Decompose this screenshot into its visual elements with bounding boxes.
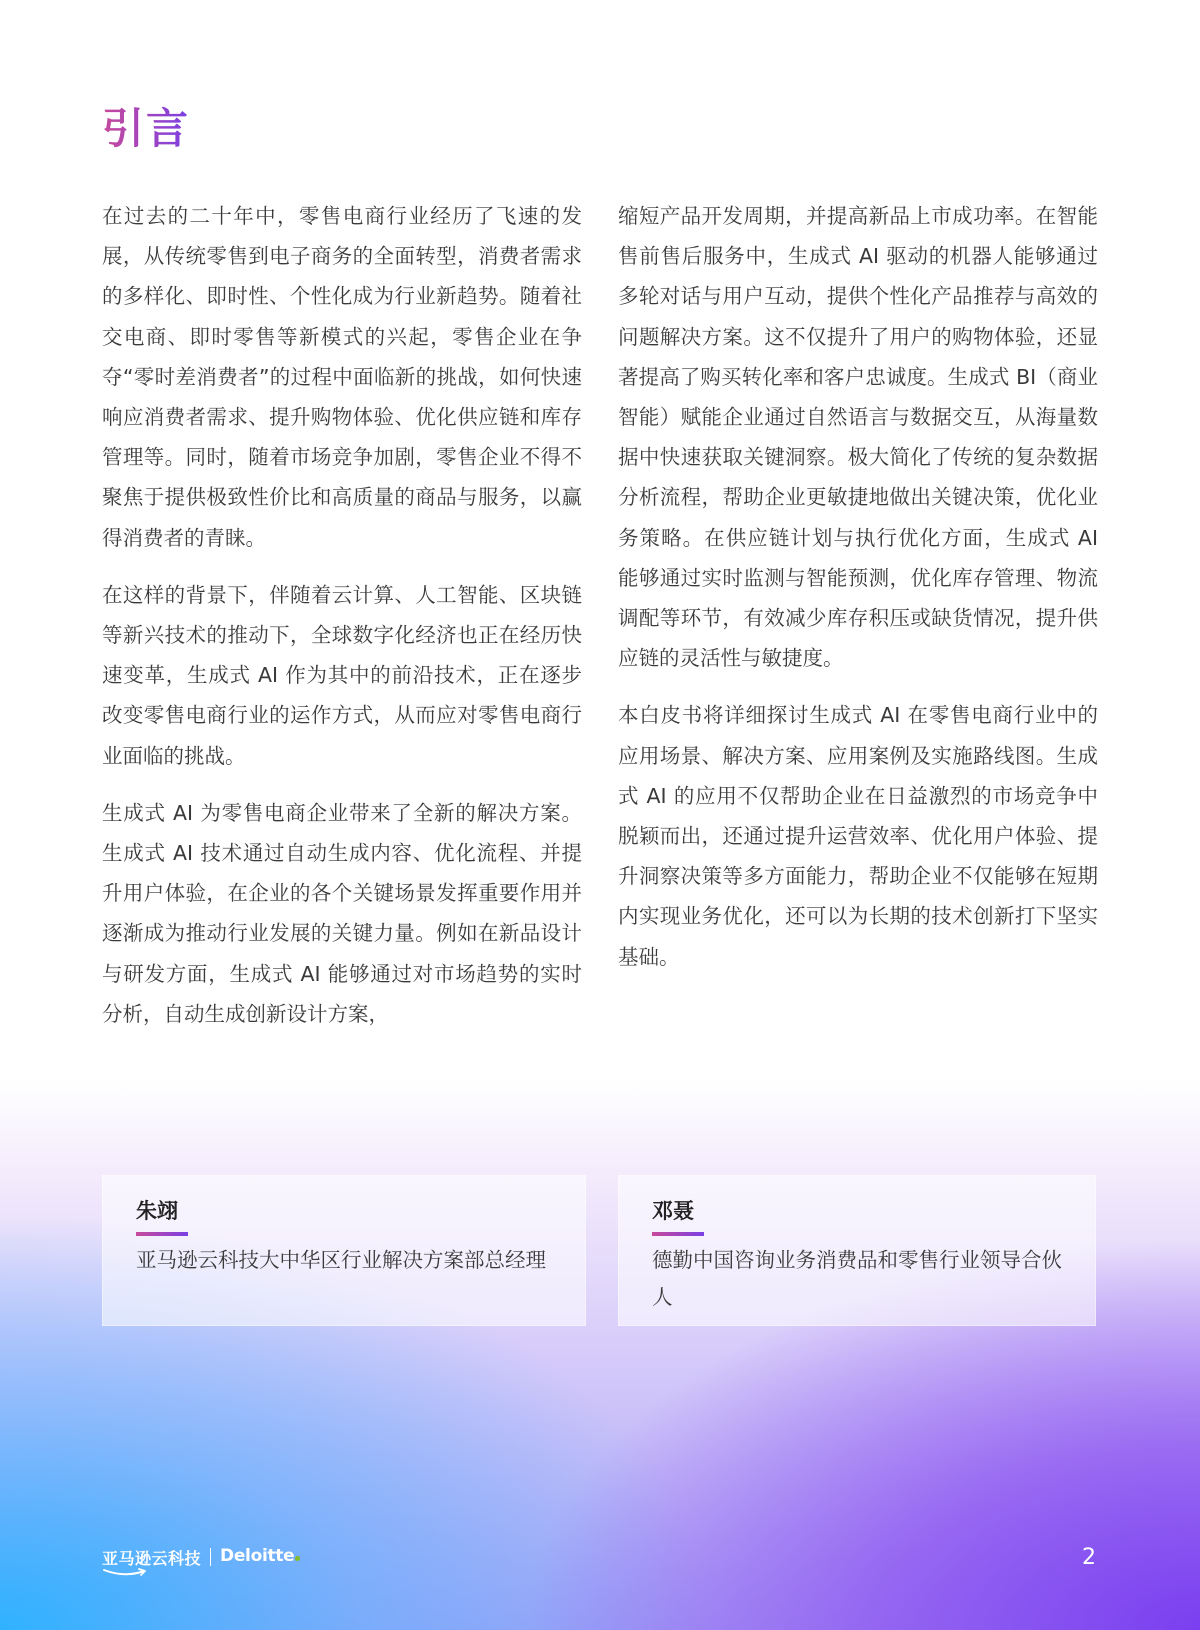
right-column — [618, 196, 1098, 994]
accent-rule — [136, 1232, 188, 1236]
deloitte-logo-text: Deloitte — [220, 1546, 295, 1566]
smile-arrow-icon — [102, 1568, 148, 1578]
accent-rule — [652, 1232, 704, 1236]
author-name: 邓聂 — [652, 1199, 694, 1223]
author-card — [102, 1175, 586, 1326]
page-title: 引言 — [102, 96, 190, 156]
author-title: 亚马逊云科技大中华区行业解决方案部总经理 — [136, 1248, 546, 1272]
paragraph: 生成式 AI 为零售电商企业带来了全新的解决方案。生成式 AI 技术通过自动生成内容、优化流程、并提升用户体验，在企业的各个关键场景发挥重要作用并逐渐成为推动行业发展的关键力量。例如在新品设计与研发方面，生成式 AI 能够通过对市场趋势的实时分析，自动生成创新设计方案， — [102, 800, 582, 1026]
paragraph: 缩短产品开发周期，并提高新品上市成功率。在智能售前售后服务中，生成式 AI 驱动的机器人能够通过多轮对话与用户互动，提供个性化产品推荐与高效的问题解决方案。这不仅提升了用户的购物体验，还显著提高了购买转化率和客户忠诚度。生成式 BI（商业智能）赋能企业通过自然语言与数据交互，从海量数据中快速获取关键洞察。极大简化了传统的复杂数据分析流程，帮助企业更敏捷地做出关键决策，优化业务策略。在供应链计划与执行优化方面，生成式 AI 能够通过实时监测与智能预测，优化库存管理、物流调配等环节，有效减少库存积压或缺货情况，提升供应链的灵活性与敏捷度。 — [618, 204, 1098, 671]
paragraph: 本白皮书将详细探讨生成式 AI 在零售电商行业中的应用场景、解决方案、应用案例及实施路线图。生成式 AI 的应用不仅帮助企业在日益激烈的市场竞争中脱颖而出，还通过提升运营效率、优化用户体验、提升洞察决策等多方面能力，帮助企业不仅能够在短期内实现业务优化，还可以为长期的技术创新打下坚实基础。 — [618, 703, 1098, 969]
left-column — [102, 196, 582, 1051]
footer-logo — [102, 1546, 300, 1586]
deloitte-logo — [220, 1546, 300, 1566]
aws-logo-text: 亚马逊云科技 — [102, 1549, 202, 1568]
paragraph: 在这样的背景下，伴随着云计算、人工智能、区块链等新兴技术的推动下，全球数字化经济也正在经历快速变革，生成式 AI 作为其中的前沿技术，正在逐步改变零售电商行业的运作方式，从而应对零售电商行业面临的挑战。 — [102, 582, 582, 768]
author-name: 朱翊 — [136, 1199, 178, 1223]
author-title: 德勤中国咨询业务消费品和零售行业领导合伙人 — [652, 1248, 1062, 1309]
author-card — [618, 1175, 1096, 1326]
aws-logo — [102, 1546, 201, 1569]
logo-divider — [210, 1548, 211, 1566]
deloitte-dot-icon — [295, 1556, 300, 1561]
page-number: 2 — [1082, 1545, 1096, 1570]
paragraph: 在过去的二十年中，零售电商行业经历了飞速的发展，从传统零售到电子商务的全面转型，消费者需求的多样化、即时性、个性化成为行业新趋势。随着社交电商、即时零售等新模式的兴起，零售企业在争夺“零时差消费者”的过程中面临新的挑战，如何快速响应消费者需求、提升购物体验、优化供应链和库存管理等。同时，随着市场竞争加剧，零售企业不得不聚焦于提供极致性价比和高质量的商品与服务，以赢得消费者的青睐。 — [102, 204, 582, 550]
